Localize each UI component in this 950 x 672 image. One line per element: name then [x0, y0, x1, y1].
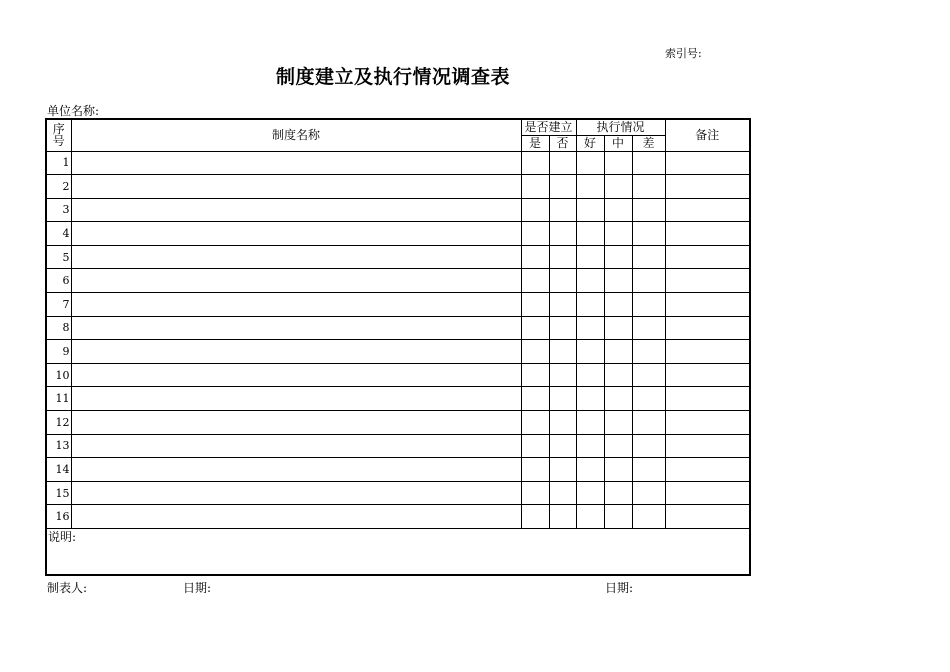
- table-row: [46, 458, 750, 482]
- row-number: 9: [46, 340, 71, 364]
- execution-good-cell[interactable]: [576, 222, 604, 246]
- established-no-cell[interactable]: [549, 363, 576, 387]
- remark-cell[interactable]: [665, 198, 750, 222]
- established-no-cell[interactable]: [549, 151, 576, 175]
- execution-medium-cell[interactable]: [604, 363, 632, 387]
- remark-cell[interactable]: [665, 387, 750, 411]
- execution-poor-cell[interactable]: [632, 316, 665, 340]
- remark-cell[interactable]: [665, 222, 750, 246]
- system-name-cell[interactable]: [71, 175, 521, 199]
- execution-poor-cell[interactable]: [632, 387, 665, 411]
- established-yes-cell[interactable]: [521, 411, 549, 435]
- remark-cell[interactable]: [665, 340, 750, 364]
- execution-good-cell[interactable]: [576, 269, 604, 293]
- system-name-cell[interactable]: [71, 458, 521, 482]
- index-number-label: 索引号:: [665, 47, 702, 60]
- row-number: 4: [46, 222, 71, 246]
- execution-good-cell[interactable]: [576, 340, 604, 364]
- established-no-cell[interactable]: [549, 175, 576, 199]
- remark-cell[interactable]: [665, 411, 750, 435]
- execution-poor-cell[interactable]: [632, 505, 665, 529]
- system-name-cell[interactable]: [71, 151, 521, 175]
- established-yes-cell[interactable]: [521, 175, 549, 199]
- system-name-cell[interactable]: [71, 245, 521, 269]
- remark-cell[interactable]: [665, 245, 750, 269]
- execution-medium-cell[interactable]: [604, 245, 632, 269]
- system-name-cell[interactable]: [71, 481, 521, 505]
- row-number: 16: [46, 505, 71, 529]
- row-number: 10: [46, 363, 71, 387]
- execution-good-cell[interactable]: [576, 198, 604, 222]
- established-no-cell[interactable]: [549, 340, 576, 364]
- execution-poor-cell[interactable]: [632, 411, 665, 435]
- note-cell[interactable]: [46, 529, 750, 575]
- note-label: 说明:: [48, 530, 77, 544]
- row-number: 7: [46, 293, 71, 317]
- row-number: 3: [46, 198, 71, 222]
- remark-cell[interactable]: [665, 316, 750, 340]
- established-yes-cell[interactable]: [521, 151, 549, 175]
- table-row: [46, 316, 750, 340]
- execution-poor-cell[interactable]: [632, 458, 665, 482]
- note-row: [46, 529, 750, 575]
- header-established-group: 是否建立: [521, 119, 576, 135]
- execution-medium-cell[interactable]: [604, 198, 632, 222]
- execution-poor-cell[interactable]: [632, 222, 665, 246]
- table-row: [46, 293, 750, 317]
- execution-medium-cell[interactable]: [604, 222, 632, 246]
- remark-cell[interactable]: [665, 505, 750, 529]
- system-name-cell[interactable]: [71, 434, 521, 458]
- table-row: [46, 363, 750, 387]
- row-number: 15: [46, 481, 71, 505]
- table-row: [46, 434, 750, 458]
- system-name-cell[interactable]: [71, 293, 521, 317]
- remark-cell[interactable]: [665, 151, 750, 175]
- table-row: [46, 387, 750, 411]
- established-no-cell[interactable]: [549, 505, 576, 529]
- header-execution-group: 执行情况: [576, 119, 665, 135]
- header-remark: 备注: [665, 119, 750, 151]
- row-number: 14: [46, 458, 71, 482]
- established-yes-cell[interactable]: [521, 198, 549, 222]
- table-row: [46, 269, 750, 293]
- header-seq: 序号: [46, 119, 71, 151]
- established-no-cell[interactable]: [549, 434, 576, 458]
- established-yes-cell[interactable]: [521, 269, 549, 293]
- established-no-cell[interactable]: [549, 222, 576, 246]
- execution-good-cell[interactable]: [576, 175, 604, 199]
- table-row: [46, 175, 750, 199]
- established-no-cell[interactable]: [549, 293, 576, 317]
- established-no-cell[interactable]: [549, 481, 576, 505]
- execution-good-cell[interactable]: [576, 458, 604, 482]
- header-good: 好: [576, 135, 604, 151]
- header-no: 否: [549, 135, 576, 151]
- execution-good-cell[interactable]: [576, 363, 604, 387]
- execution-medium-cell[interactable]: [604, 175, 632, 199]
- execution-medium-cell[interactable]: [604, 434, 632, 458]
- table-row: [46, 340, 750, 364]
- system-name-cell[interactable]: [71, 198, 521, 222]
- established-no-cell[interactable]: [549, 387, 576, 411]
- execution-poor-cell[interactable]: [632, 293, 665, 317]
- remark-cell[interactable]: [665, 481, 750, 505]
- established-no-cell[interactable]: [549, 269, 576, 293]
- established-yes-cell[interactable]: [521, 481, 549, 505]
- established-yes-cell[interactable]: [521, 434, 549, 458]
- established-yes-cell[interactable]: [521, 363, 549, 387]
- system-name-cell[interactable]: [71, 222, 521, 246]
- header-medium: 中: [604, 135, 632, 151]
- execution-medium-cell[interactable]: [604, 340, 632, 364]
- system-name-cell[interactable]: [71, 411, 521, 435]
- execution-medium-cell[interactable]: [604, 151, 632, 175]
- table-row: [46, 198, 750, 222]
- header-system-name: 制度名称: [71, 119, 521, 151]
- execution-poor-cell[interactable]: [632, 434, 665, 458]
- table-row: [46, 505, 750, 529]
- execution-medium-cell[interactable]: [604, 316, 632, 340]
- established-yes-cell[interactable]: [521, 458, 549, 482]
- execution-poor-cell[interactable]: [632, 481, 665, 505]
- remark-cell[interactable]: [665, 434, 750, 458]
- remark-cell[interactable]: [665, 458, 750, 482]
- execution-medium-cell[interactable]: [604, 269, 632, 293]
- table-row: [46, 245, 750, 269]
- execution-medium-cell[interactable]: [604, 293, 632, 317]
- execution-poor-cell[interactable]: [632, 175, 665, 199]
- system-name-cell[interactable]: [71, 363, 521, 387]
- footer-maker-label: 制表人:: [47, 581, 88, 595]
- table-row: [46, 411, 750, 435]
- established-no-cell[interactable]: [549, 245, 576, 269]
- established-no-cell[interactable]: [549, 458, 576, 482]
- execution-poor-cell[interactable]: [632, 198, 665, 222]
- established-no-cell[interactable]: [549, 316, 576, 340]
- remark-cell[interactable]: [665, 363, 750, 387]
- execution-medium-cell[interactable]: [604, 481, 632, 505]
- row-number: 6: [46, 269, 71, 293]
- execution-good-cell[interactable]: [576, 316, 604, 340]
- execution-poor-cell[interactable]: [632, 363, 665, 387]
- execution-good-cell[interactable]: [576, 411, 604, 435]
- row-number: 8: [46, 316, 71, 340]
- footer-date-label-1: 日期:: [183, 581, 212, 595]
- execution-good-cell[interactable]: [576, 481, 604, 505]
- execution-good-cell[interactable]: [576, 151, 604, 175]
- established-yes-cell[interactable]: [521, 316, 549, 340]
- execution-medium-cell[interactable]: [604, 505, 632, 529]
- execution-poor-cell[interactable]: [632, 245, 665, 269]
- row-number: 2: [46, 175, 71, 199]
- execution-good-cell[interactable]: [576, 505, 604, 529]
- execution-poor-cell[interactable]: [632, 269, 665, 293]
- system-name-cell[interactable]: [71, 387, 521, 411]
- established-yes-cell[interactable]: [521, 505, 549, 529]
- established-yes-cell[interactable]: [521, 245, 549, 269]
- row-number: 1: [46, 151, 71, 175]
- execution-medium-cell[interactable]: [604, 387, 632, 411]
- established-no-cell[interactable]: [549, 411, 576, 435]
- header-yes: 是: [521, 135, 549, 151]
- established-yes-cell[interactable]: [521, 387, 549, 411]
- remark-cell[interactable]: [665, 293, 750, 317]
- page-title: 制度建立及执行情况调查表: [276, 66, 511, 88]
- execution-good-cell[interactable]: [576, 293, 604, 317]
- row-number: 5: [46, 245, 71, 269]
- row-number: 11: [46, 387, 71, 411]
- established-yes-cell[interactable]: [521, 222, 549, 246]
- row-number: 12: [46, 411, 71, 435]
- execution-poor-cell[interactable]: [632, 340, 665, 364]
- execution-medium-cell[interactable]: [604, 411, 632, 435]
- execution-medium-cell[interactable]: [604, 458, 632, 482]
- execution-good-cell[interactable]: [576, 434, 604, 458]
- system-name-cell[interactable]: [71, 340, 521, 364]
- table-row: [46, 151, 750, 175]
- survey-table: [45, 118, 751, 576]
- established-yes-cell[interactable]: [521, 340, 549, 364]
- execution-poor-cell[interactable]: [632, 151, 665, 175]
- table-row: [46, 222, 750, 246]
- remark-cell[interactable]: [665, 269, 750, 293]
- execution-good-cell[interactable]: [576, 245, 604, 269]
- established-yes-cell[interactable]: [521, 293, 549, 317]
- footer-date-label-2: 日期:: [605, 581, 634, 595]
- execution-good-cell[interactable]: [576, 387, 604, 411]
- row-number: 13: [46, 434, 71, 458]
- system-name-cell[interactable]: [71, 505, 521, 529]
- system-name-cell[interactable]: [71, 316, 521, 340]
- established-no-cell[interactable]: [549, 198, 576, 222]
- table-row: [46, 481, 750, 505]
- unit-name-label: 单位名称:: [47, 104, 100, 118]
- system-name-cell[interactable]: [71, 269, 521, 293]
- remark-cell[interactable]: [665, 175, 750, 199]
- header-poor: 差: [632, 135, 665, 151]
